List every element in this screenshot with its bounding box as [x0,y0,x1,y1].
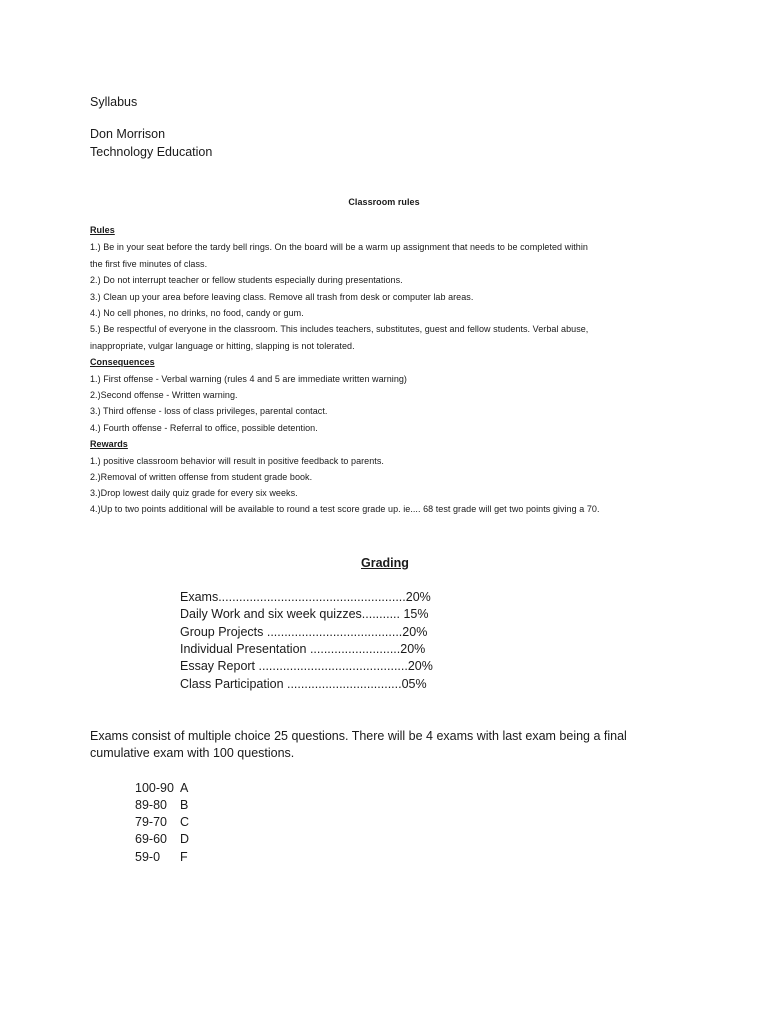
grade-range: 100-90 [135,781,174,795]
reward-line: 2.)Removal of written offense from student grade book. [90,472,313,482]
subject-name: Technology Education [90,145,213,159]
grade-range: 59-0 [135,850,161,864]
grade-letter: A [180,781,189,795]
exams-note-line: cumulative exam with 100 questions. [90,746,295,760]
grade-range: 89-80 [135,798,167,812]
reward-line: 4.)Up to two points additional will be available to round a test score grade up. ie.... 68 test grade will get two points giving a 70. [90,504,600,514]
rule-line: 5.) Be respectful of everyone in the classroom. This includes teachers, substitutes, guest and fellow students. Verbal abuse, [90,324,589,334]
grade-letter: C [180,815,190,829]
exams-note-line: Exams consist of multiple choice 25 questions. There will be 4 exams with last exam being a final [90,729,627,743]
grading-item: Individual Presentation ..........................20% [180,642,426,656]
consequence-line: 2.)Second offense - Written warning. [90,390,238,400]
grading-item: Group Projects .......................................20% [180,625,428,639]
consequence-line: 3.) Third offense - loss of class privileges, parental contact. [90,406,328,416]
rules-heading: Rules [90,225,115,235]
grading-item: Exams......................................................20% [180,590,431,604]
grade-range: 69-60 [135,832,167,846]
consequences-heading: Consequences [90,357,155,367]
grading-item: Daily Work and six week quizzes........... 15% [180,607,429,621]
rule-line: inappropriate, vulgar language or hitting, slapping is not tolerated. [90,341,355,351]
rewards-heading: Rewards [90,439,128,449]
rule-line: 2.) Do not interrupt teacher or fellow students especially during presentations. [90,275,403,285]
rule-line: 3.) Clean up your area before leaving class. Remove all trash from desk or computer lab areas. [90,292,474,302]
rule-line: the first five minutes of class. [90,259,208,269]
reward-line: 1.) positive classroom behavior will result in positive feedback to parents. [90,456,384,466]
grading-item: Class Participation .................................05% [180,677,427,691]
grade-letter: D [180,832,190,846]
classroom-rules-heading: Classroom rules [348,197,420,207]
grade-letter: F [180,850,188,864]
teacher-name: Don Morrison [90,127,166,141]
grading-heading: Grading [361,556,409,570]
grade-range: 79-70 [135,815,167,829]
document-title: Syllabus [90,95,138,109]
reward-line: 3.)Drop lowest daily quiz grade for every six weeks. [90,488,298,498]
consequence-line: 4.) Fourth offense - Referral to office, possible detention. [90,423,318,433]
rule-line: 1.) Be in your seat before the tardy bell rings. On the board will be a warm up assignment that needs to be completed within [90,242,588,252]
grade-letter: B [180,798,189,812]
grading-item: Essay Report ...........................................20% [180,659,433,673]
consequence-line: 1.) First offense - Verbal warning (rules 4 and 5 are immediate written warning) [90,374,407,384]
rule-line: 4.) No cell phones, no drinks, no food, candy or gum. [90,308,304,318]
